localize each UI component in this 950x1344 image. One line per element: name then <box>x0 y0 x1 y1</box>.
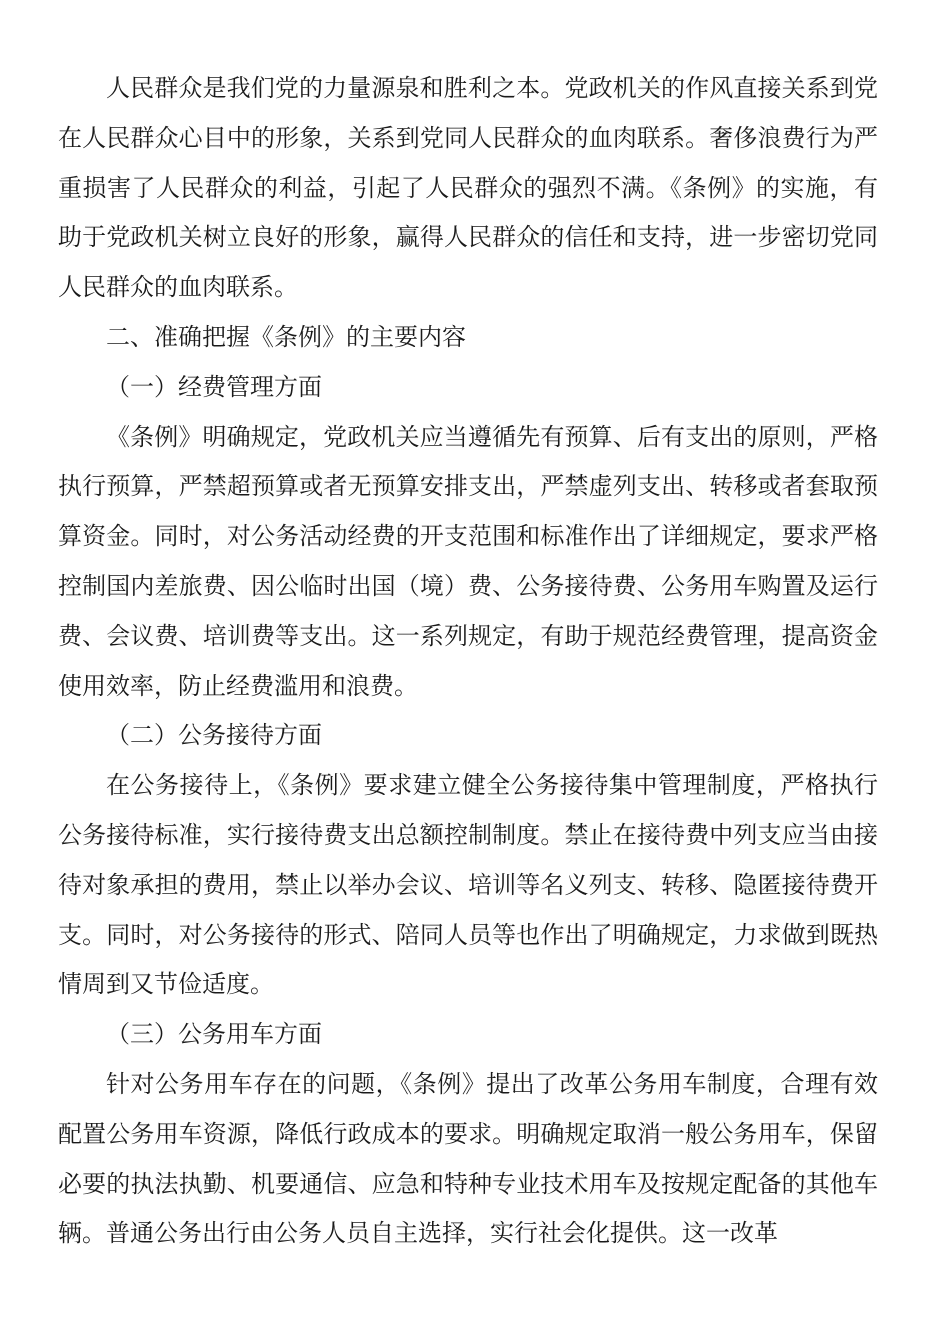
section-heading-main-content: 二、准确把握《条例》的主要内容 <box>106 322 466 351</box>
paragraph-party-image: 人民群众是我们党的力量源泉和胜利之本。党政机关的作风直接关系到党在人民群众心目中的形象，关系到党同人民群众的血肉联系。奢侈浪费行为严重损害了人民群众的利益，引起了人民群众的强烈不满。《条例》的实施，有助于党政机关树立良好的形象，赢得人民群众的信任和支持，进一步密切党同人民群众的血肉联系。 <box>58 74 878 302</box>
paragraph-official-vehicles: 针对公务用车存在的问题，《条例》提出了改革公务用车制度，合理有效配置公务用车资源，降低行政成本的要求。明确规定取消一般公务用车，保留必要的执法执勤、机要通信、应急和特种专业技术用车及按规定配备的其他车辆。普通公务出行由公务人员自主选择，实行社会化提供。这一改革 <box>58 1069 878 1248</box>
subsection-heading-reception: （二）公务接待方面 <box>106 721 322 750</box>
paragraph-official-reception: 在公务接待上，《条例》要求建立健全公务接待集中管理制度，严格执行公务接待标准，实行接待费支出总额控制制度。禁止在接待费中列支应当由接待对象承担的费用，禁止以举办会议、培训等名义列支、转移、隐匿接待费开支。同时，对公务接待的形式、陪同人员等也作出了明确规定，力求做到既热情周到又节俭适度。 <box>58 771 878 999</box>
subsection-heading-funds: （一）经费管理方面 <box>106 372 322 401</box>
document-page <box>58 64 878 1259</box>
subsection-heading-vehicles: （三）公务用车方面 <box>106 1020 322 1049</box>
paragraph-funds-management: 《条例》明确规定，党政机关应当遵循先有预算、后有支出的原则，严格执行预算，严禁超预算或者无预算安排支出，严禁虚列支出、转移或者套取预算资金。同时，对公务活动经费的开支范围和标准作出了详细规定，要求严格控制国内差旅费、因公临时出国（境）费、公务接待费、公务用车购置及运行费、会议费、培训费等支出。这一系列规定，有助于规范经费管理，提高资金使用效率，防止经费滥用和浪费。 <box>58 422 878 700</box>
